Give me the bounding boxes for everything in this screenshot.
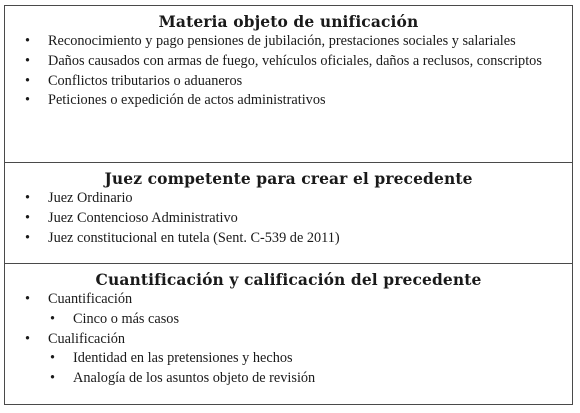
bullet-icon: • — [25, 52, 31, 69]
list-item — [5, 32, 572, 52]
summary-table — [4, 5, 573, 405]
list-item-text: Analogía de los asuntos objeto de revisión — [73, 370, 316, 387]
list-item-text: Cinco o más casos — [73, 310, 180, 327]
section-materia — [5, 6, 572, 162]
list-item-text: Conflictos tributarios o aduaneros — [48, 72, 243, 89]
sub-list-item — [5, 349, 572, 369]
section-heading: Juez competente para crear el precedente — [104, 169, 473, 188]
list-item-text: Peticiones o expedición de actos administrativos — [48, 92, 326, 109]
list-item — [5, 91, 572, 111]
list-item — [5, 290, 572, 310]
section-cuantificacion — [5, 263, 572, 406]
bullet-list — [5, 32, 572, 111]
bullet-list — [5, 189, 572, 248]
bullet-list — [5, 290, 572, 389]
bullet-icon: • — [50, 310, 56, 327]
section-heading: Materia objeto de unificación — [158, 12, 419, 31]
list-item — [5, 52, 572, 72]
bullet-icon: • — [25, 72, 31, 89]
list-item-text: Juez constitucional en tutela (Sent. C-539 de 2011) — [48, 229, 340, 246]
list-item-text: Juez Ordinario — [48, 190, 133, 206]
sub-list-item — [5, 310, 572, 330]
list-item-text: Cualificación — [48, 330, 126, 347]
list-item — [5, 189, 572, 209]
list-item-text: Juez Contencioso Administrativo — [48, 209, 238, 226]
list-item-text: Reconocimiento y pago pensiones de jubilación, prestaciones sociales y salariales — [48, 33, 516, 49]
list-item-text: Identidad en las pretensiones y hechos — [73, 350, 293, 367]
section-heading: Cuantificación y calificación del precedente — [95, 270, 482, 289]
list-item — [5, 209, 572, 229]
bullet-icon: • — [50, 350, 56, 367]
bullet-icon: • — [25, 33, 31, 49]
section-juez — [5, 162, 572, 263]
list-item-text: Daños causados con armas de fuego, vehículos oficiales, daños a reclusos, conscriptos — [48, 52, 542, 69]
bullet-icon: • — [25, 190, 31, 206]
bullet-icon: • — [25, 209, 31, 226]
bullet-icon: • — [25, 291, 31, 307]
sub-list-item — [5, 369, 572, 389]
bullet-icon: • — [25, 330, 31, 347]
list-item — [5, 72, 572, 92]
list-item-text: Cuantificación — [48, 291, 133, 307]
list-item — [5, 330, 572, 350]
bullet-icon: • — [50, 370, 56, 387]
list-item — [5, 229, 572, 249]
bullet-icon: • — [25, 229, 31, 246]
bullet-icon: • — [25, 92, 31, 109]
